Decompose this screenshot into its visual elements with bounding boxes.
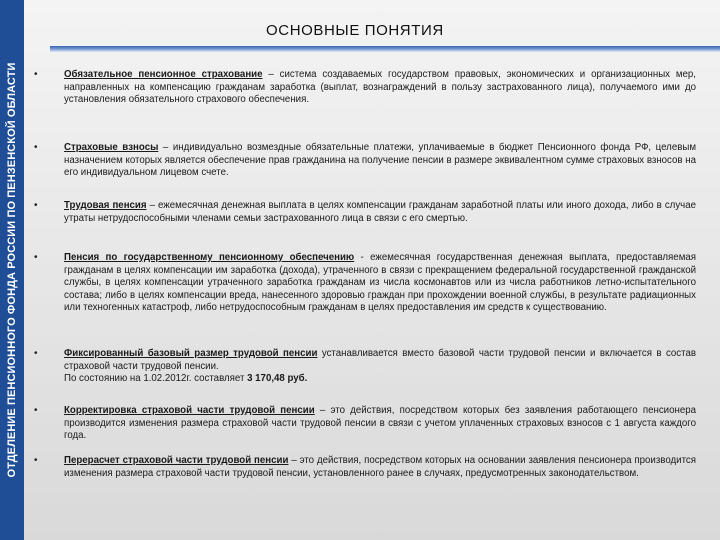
vertical-sidebar — [0, 0, 24, 540]
definition-text — [64, 348, 696, 386]
definition-term: Корректировка страховой части трудовой пенсии — [64, 405, 315, 416]
page-title: ОСНОВНЫЕ ПОНЯТИЯ — [266, 22, 444, 39]
bullet: • — [34, 200, 38, 211]
definition-body: устанавливается вместо базовой части трудовой пенсии и включается в состав страховой части трудовой пенсии. — [64, 348, 696, 372]
definition-body: – ежемесячная денежная выплата в целях компенсации гражданам заработной платы или иного дохода, либо в случае утраты нетрудоспособными членами семьи застрахованного лица в связи с его смертью. — [64, 200, 696, 224]
bullet: • — [34, 142, 38, 153]
definition-text — [64, 69, 696, 107]
bullet: • — [34, 69, 38, 80]
bullet: • — [34, 252, 38, 263]
definition-text — [64, 252, 696, 315]
sidebar-organization-title: ОТДЕЛЕНИЕ ПЕНСИОННОГО ФОНДА РОССИИ ПО ПЕНЗЕНСКОЙ ОБЛАСТИ — [6, 62, 18, 478]
title-divider — [50, 46, 720, 52]
definition-text — [64, 200, 696, 225]
pension-amount-value: 3 170,48 руб. — [247, 373, 308, 385]
definition-term: Обязательное пенсионное страхование — [64, 69, 263, 80]
pension-amount-note: По состоянию на 1.02.2012г. составляет — [64, 373, 248, 385]
definition-term: Фиксированный базовый размер трудовой пенсии — [64, 348, 318, 359]
definition-term: Трудовая пенсия — [64, 200, 147, 211]
definition-text — [64, 142, 696, 180]
definition-term: Пенсия по государственному пенсионному обеспечению — [64, 252, 355, 263]
bullet: • — [34, 405, 38, 416]
slide-content — [24, 0, 720, 540]
definition-body: – индивидуально возмездные обязательные платежи, уплачиваемые в бюджет Пенсионного фонда РФ, целевым назначением которых является обеспечение прав гражданина на получение пенсии в размере эквивалентном сумме страховых взносов на его индивидуальном лицевом счете. — [64, 142, 696, 179]
definition-body: - ежемесячная государственная денежная выплата, предоставляемая гражданам в целях компенсации им заработка (дохода), утраченного в связи с прекращением федеральной государственной гражданской службы, в целях компенсации утраченного заработка гражданам из числа космонавтов или из числа работников летно-испытательного состава; либо в целях компенсации вреда, нанесенного здоровью граждан при прохождении военной службы, в результате радиационных или техногенных катастроф, либо нетрудоспособным гражданам в целях предоставления им средств к существованию. — [64, 252, 696, 314]
bullet: • — [34, 455, 38, 466]
definition-term: Страховые взносы — [64, 142, 159, 153]
definition-body: – это действия, посредством которых без заявления работающего пенсионера производится изменения размера страховой части трудовой пенсии в связи с учетом уплаченных страховых взносов с 1 августа каждого года. — [64, 405, 696, 442]
definition-text — [64, 455, 696, 480]
definition-body: – система создаваемых государством правовых, экономических и организационных мер, направленных на компенсацию гражданам заработка (выплат, вознаграждений в пользу застрахованного лица), получаемого ими до установления обязательного страхового обеспечения. — [64, 69, 696, 106]
definition-text — [64, 405, 696, 443]
definition-term: Перерасчет страховой части трудовой пенсии — [64, 455, 289, 466]
definition-body: – это действия, посредством которых на основании заявления пенсионера производится изменения размера страховой части трудовой пенсии, установленного ранее в случаях, предусмотренных законодательством. — [64, 455, 696, 479]
bullet: • — [34, 348, 38, 359]
